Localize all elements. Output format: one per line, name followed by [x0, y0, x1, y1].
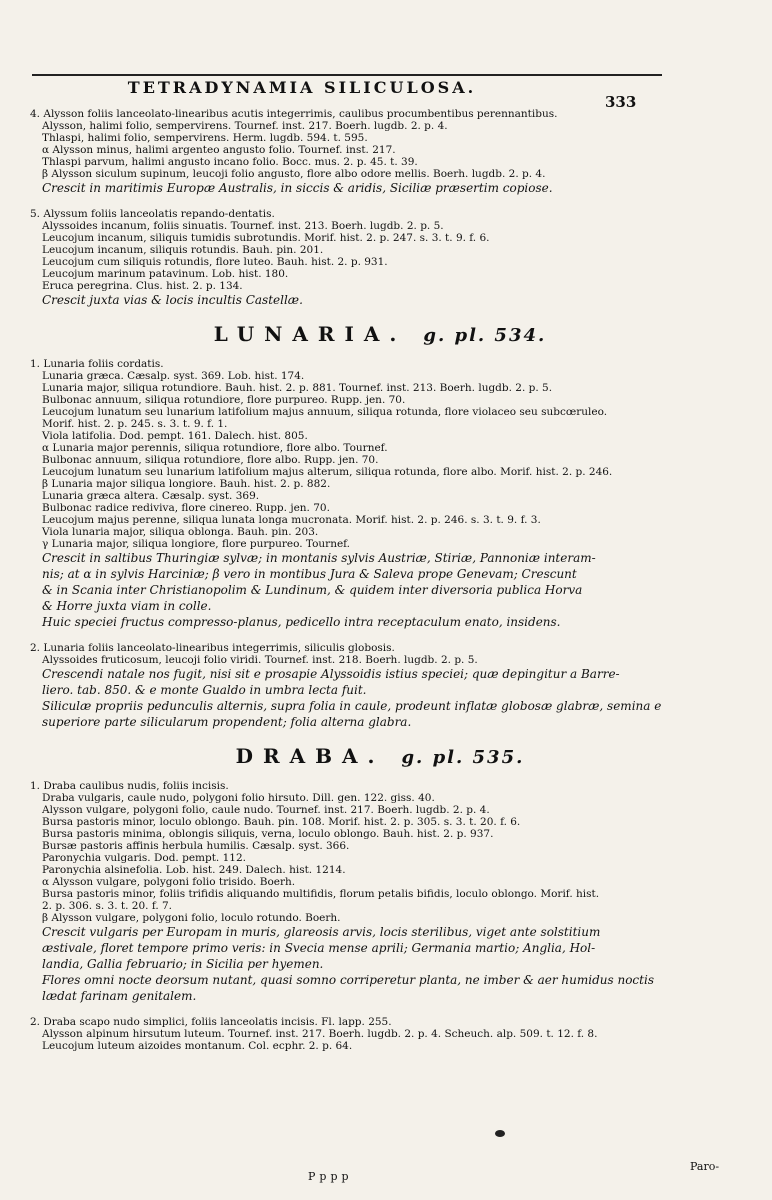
synonym-line: Viola latifolia. Dod. pempt. 161. Dalech. hist. 805.: [42, 430, 308, 442]
synonym-line: Bursa pastoris minor, loculo oblongo. Bauh. pin. 108. Morif. hist. 2. p. 305. s. 3. t. 20. f. 6.: [42, 816, 521, 828]
synonym-line: Leucojum incanum, siliquis rotundis. Bauh. pin. 201.: [42, 244, 324, 256]
species-diagnosis: 2. Lunaria foliis lanceolato-linearibus integerrimis, siliculis globosis.: [30, 642, 395, 654]
synonym-line: Thlaspi parvum, halimi angusto incano folio. Bocc. mus. 2. p. 45. t. 39.: [42, 156, 418, 168]
genus-reference: g. pl. 534.: [423, 325, 547, 346]
synonym-line: Paronychia alsinefolia. Lob. hist. 249. Dalech. hist. 1214.: [42, 864, 346, 876]
genus-name: DRABA.: [235, 744, 385, 768]
synonym-line: Lunaria græca altera. Cæsalp. syst. 369.: [42, 490, 260, 502]
synonym-line: β Alysson vulgare, polygoni folio, loculo rotundo. Boerh.: [42, 912, 341, 924]
species-diagnosis: 2. Draba scapo nudo simplici, foliis lanceolatis incisis. Fl. lapp. 255.: [30, 1016, 392, 1028]
synonym-line: Lunaria græca. Cæsalp. syst. 369. Lob. hist. 174.: [42, 370, 305, 382]
synonym-line: Bulbonac annuum, siliqua rotundiore, flore albo. Rupp. jen. 70.: [42, 454, 379, 466]
synonym-line: Bulbonac radice rediviva, flore cinereo. Rupp. jen. 70.: [42, 502, 330, 514]
synonym-line: Paronychia vulgaris. Dod. pempt. 112.: [42, 852, 246, 864]
synonym-line: Alysson vulgare, polygoni folio, caule nudo. Tournef. inst. 217. Boerh. lugdb. 2. p. 4.: [42, 804, 490, 816]
synonym-line: Eruca peregrina. Clus. hist. 2. p. 134.: [42, 280, 243, 292]
species-entry: [30, 108, 730, 196]
lunaria-heading: [30, 322, 730, 346]
synonym-line: Viola lunaria major, siliqua oblonga. Bauh. pin. 203.: [42, 526, 319, 538]
page-content: [30, 108, 730, 1064]
catchword: Paro-: [690, 1160, 720, 1173]
habitat-note: Huic speciei fructus compresso-planus, pedicello intra receptaculum enato, insidens.: [42, 615, 561, 629]
synonym-line: Leucojum lunatum seu lunarium latifolium majus annuum, siliqua rotunda, flore violaceo seu subcœruleo.: [42, 406, 608, 418]
synonym-line: Leucojum luteum aizoides montanum. Col. ecphr. 2. p. 64.: [42, 1040, 353, 1052]
synonym-line: Bursa pastoris minima, oblongis siliquis, verna, loculo oblongo. Bauh. hist. 2. p. 937.: [42, 828, 494, 840]
synonym-line: β Alysson siculum supinum, leucoji folio angusto, flore albo odore mellis. Boerh. lugdb. 2. p. 4.: [42, 168, 546, 180]
page-number: 333: [605, 93, 637, 111]
synonym-line: Draba vulgaris, caule nudo, polygoni folio hirsuto. Dill. gen. 122. giss. 40.: [42, 792, 435, 804]
synonym-line: Leucojum marinum patavinum. Lob. hist. 180.: [42, 268, 289, 280]
lunaria-entries: [30, 358, 730, 730]
species-entry: [30, 358, 730, 630]
habitat-note: lædat farinam genitalem.: [42, 989, 197, 1003]
ink-blot: [495, 1130, 505, 1137]
synonym-line: γ Lunaria major, siliqua longiore, flore purpureo. Tournef.: [42, 538, 351, 550]
running-header: TETRADYNAMIA SILICULOSA.: [127, 78, 477, 97]
synonym-line: Bulbonac annuum, siliqua rotundiore, flore purpureo. Rupp. jen. 70.: [42, 394, 406, 406]
signature-mark: Pppp: [308, 1170, 353, 1183]
species-diagnosis: 1. Lunaria foliis cordatis.: [30, 358, 164, 370]
synonym-line: Morif. hist. 2. p. 245. s. 3. t. 9. f. 1.: [42, 418, 228, 430]
species-entry: [30, 208, 730, 308]
habitat-note: nis; at α in sylvis Harciniæ; β vero in montibus Jura & Saleva prope Genevam; Crescunt: [42, 567, 577, 581]
habitat-note: Flores omni nocte deorsum nutant, quasi somno corriperetur planta, ne imber & aer humidus noctis: [42, 973, 654, 987]
species-entry: [30, 780, 730, 1004]
synonym-line: Alyssoides fruticosum, leucoji folio viridi. Tournef. inst. 218. Boerh. lugdb. 2. p. 5.: [42, 654, 478, 666]
synonym-line: Alyssoides incanum, foliis sinuatis. Tournef. inst. 213. Boerh. lugdb. 2. p. 5.: [42, 220, 444, 232]
habitat-note: & in Scania inter Christianopolim & Lundinum, & quidem inter diversoria publica Horva: [42, 583, 583, 597]
habitat-note: Siliculæ propriis pedunculis alternis, supra folia in caule, prodeunt inflatæ globosæ glabræ, semina e: [42, 699, 662, 713]
synonym-line: α Lunaria major perennis, siliqua rotundiore, flore albo. Tournef.: [42, 442, 388, 454]
species-entry: [30, 1016, 730, 1052]
species-diagnosis: 1. Draba caulibus nudis, foliis incisis.: [30, 780, 229, 792]
species-diagnosis: 4. Alysson foliis lanceolato-linearibus acutis integerrimis, caulibus procumbentibus perennantibus.: [30, 108, 558, 120]
habitat-note: landia, Gallia februario; in Sicilia per hyemen.: [42, 957, 324, 971]
synonym-line: Thlaspi, halimi folio, sempervirens. Herm. lugdb. 594. t. 595.: [42, 132, 368, 144]
habitat-note: æstivale, floret tempore primo veris: in Svecia mense aprili; Germania martio; Anglia, Hol-: [42, 941, 596, 955]
synonym-line: Alysson, halimi folio, sempervirens. Tournef. inst. 217. Boerh. lugdb. 2. p. 4.: [42, 120, 448, 132]
synonym-line: α Alysson vulgare, polygoni folio trisido. Boerh.: [42, 876, 296, 888]
genus-name: LUNARIA.: [213, 322, 407, 346]
species-diagnosis: 5. Alyssum foliis lanceolatis repando-dentatis.: [30, 208, 275, 220]
header-rule: [32, 74, 662, 76]
synonym-line: α Alysson minus, halimi argenteo angusto folio. Tournef. inst. 217.: [42, 144, 396, 156]
habitat-note: & Horre juxta viam in colle.: [42, 599, 212, 613]
synonym-line: Leucojum cum siliquis rotundis, flore luteo. Bauh. hist. 2. p. 931.: [42, 256, 388, 268]
synonym-line: Alysson alpinum hirsutum luteum. Tournef. inst. 217. Boerh. lugdb. 2. p. 4. Scheuch. alp. 509. t. 12. f. 8.: [42, 1028, 598, 1040]
habitat-note: Crescit in saltibus Thuringiæ sylvæ; in montanis sylvis Austriæ, Stiriæ, Pannoniæ interam-: [42, 551, 596, 565]
habitat-note: Crescit in maritimis Europæ Australis, in siccis & aridis, Siciliæ præsertim copiose.: [42, 181, 553, 195]
species-entry: [30, 642, 730, 730]
habitat-note: Crescendi natale nos fugit, nisi sit e prosapie Alyssoidis istius speciei; quæ depingitur a Barre-: [42, 667, 620, 681]
synonym-line: Lunaria major, siliqua rotundiore. Bauh. hist. 2. p. 881. Tournef. inst. 213. Boerh. lugdb. 2. p. 5.: [42, 382, 553, 394]
synonym-line: 2. p. 306. s. 3. t. 20. f. 7.: [42, 900, 173, 912]
synonym-line: Bursa pastoris minor, foliis trifidis aliquando multifidis, florum petalis bifidis, loculo oblongo. Morif. hist.: [42, 888, 600, 900]
habitat-note: liero. tab. 850. & e monte Gualdo in umbra lecta fuit.: [42, 683, 367, 697]
habitat-note: Crescit juxta vias & locis incultis Castellæ.: [42, 293, 303, 307]
draba-entries: [30, 780, 730, 1052]
genus-reference: g. pl. 535.: [401, 747, 525, 768]
synonym-line: Leucojum incanum, siliquis tumidis subrotundis. Morif. hist. 2. p. 247. s. 3. t. 9. f. 6.: [42, 232, 490, 244]
habitat-note: superiore parte silicularum propendent; folia alterna glabra.: [42, 715, 412, 729]
draba-heading: [30, 744, 730, 768]
synonym-line: Leucojum lunatum seu lunarium latifolium majus alterum, siliqua rotunda, flore albo. Morif. hist. 2. p. 246.: [42, 466, 613, 478]
synonym-line: Bursæ pastoris affinis herbula humilis. Cæsalp. syst. 366.: [42, 840, 350, 852]
alyssum-entries: [30, 108, 730, 308]
synonym-line: β Lunaria major siliqua longiore. Bauh. hist. 2. p. 882.: [42, 478, 331, 490]
synonym-line: Leucojum majus perenne, siliqua lunata longa mucronata. Morif. hist. 2. p. 246. s. 3. t. 9. f. 3.: [42, 514, 541, 526]
habitat-note: Crescit vulgaris per Europam in muris, glareosis arvis, locis sterilibus, viget ante solstitium: [42, 925, 601, 939]
